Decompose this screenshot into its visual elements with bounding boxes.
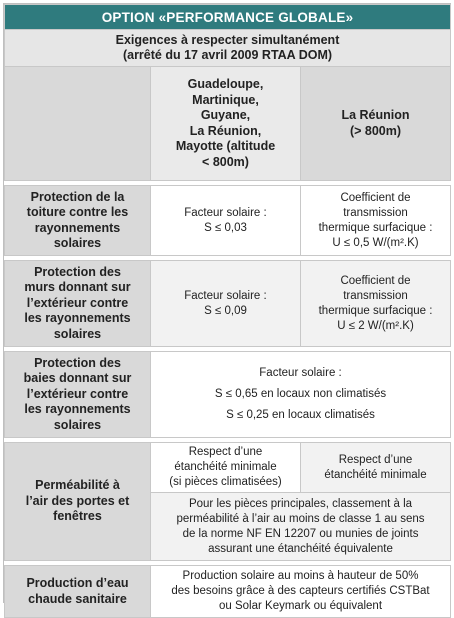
row-label-line: Protection de la bbox=[30, 189, 125, 204]
row-label-line: fenêtres bbox=[53, 509, 102, 524]
cell-line: étanchéité minimale bbox=[324, 468, 427, 481]
cell-line: assurant une étanchéité équivalente bbox=[208, 542, 393, 555]
cell-line: S ≤ 0,25 en locaux climatisés bbox=[226, 409, 375, 421]
cell-line: S ≤ 0,09 bbox=[204, 304, 247, 317]
cell-permeabilite-merged bbox=[151, 493, 451, 561]
row-label-baies bbox=[5, 352, 151, 438]
subtitle-line: (arrêté du 17 avril 2009 RTAA DOM) bbox=[122, 48, 333, 62]
requirements-table bbox=[4, 4, 451, 618]
cell-murs-col1 bbox=[151, 261, 301, 347]
table-title: OPTION «PERFORMANCE GLOBALE» bbox=[5, 5, 451, 30]
row-label-line: l’air des portes et bbox=[25, 493, 130, 508]
column-header-line: Guadeloupe, bbox=[187, 77, 264, 91]
cell-line: perméabilité à l’air au moins de classe 1 au sens bbox=[176, 512, 425, 525]
column-header-line: Mayotte (altitude bbox=[175, 139, 276, 153]
cell-line: transmission bbox=[343, 206, 408, 219]
cell-line: Production solaire au moins à hauteur de 50% bbox=[182, 570, 419, 582]
cell-eau-chaude-merged bbox=[151, 566, 451, 618]
row-label-murs bbox=[5, 261, 151, 347]
cell-line: (si pièces climatisées) bbox=[169, 476, 282, 488]
cell-line: Coefficient de bbox=[340, 274, 411, 287]
row-label-line: Perméabilité à bbox=[35, 478, 120, 493]
cell-line: ou Solar Keymark ou équivalent bbox=[219, 600, 383, 612]
cell-baies-merged bbox=[151, 352, 451, 438]
empty-header-cell bbox=[5, 67, 151, 181]
column-header-reunion-high bbox=[301, 67, 451, 181]
cell-line: Respect d’une bbox=[188, 446, 263, 458]
cell-toiture-col1 bbox=[151, 186, 301, 256]
cell-line: U ≤ 2 W/(m².K) bbox=[337, 319, 414, 332]
cell-line: étanchéité minimale bbox=[174, 461, 277, 473]
row-label-line: rayonnements bbox=[34, 220, 121, 235]
row-label-permeabilite bbox=[5, 443, 151, 561]
cell-line: de la norme NF EN 12207 ou munies de joints bbox=[182, 527, 419, 540]
row-label-line: Protection des bbox=[34, 264, 121, 279]
cell-line: Facteur solaire : bbox=[184, 289, 267, 302]
row-label-line: les rayonnements bbox=[24, 402, 131, 417]
row-label-line: l’extérieur contre bbox=[26, 295, 129, 310]
row-label-line: solaires bbox=[53, 236, 102, 250]
cell-murs-col2 bbox=[301, 261, 451, 347]
cell-line: Facteur solaire : bbox=[259, 367, 342, 379]
cell-line: U ≤ 0,5 W/(m².K) bbox=[332, 236, 419, 249]
cell-line: S ≤ 0,65 en locaux non climatisés bbox=[214, 388, 387, 400]
row-label-line: Protection des bbox=[34, 355, 121, 370]
subtitle-line: Exigences à respecter simultanément bbox=[115, 33, 340, 47]
cell-line: Coefficient de bbox=[340, 191, 411, 204]
cell-line: thermique surfacique : bbox=[318, 221, 433, 234]
cell-permeabilite-col2 bbox=[301, 443, 451, 493]
column-header-line: La Réunion bbox=[341, 108, 410, 122]
row-label-eau-chaude bbox=[5, 566, 151, 618]
row-label-line: les rayonnements bbox=[24, 311, 131, 326]
performance-globale-table-page bbox=[3, 3, 451, 612]
cell-line: S ≤ 0,03 bbox=[204, 221, 247, 234]
row-label-line: toiture contre les bbox=[26, 205, 129, 219]
row-label-toiture bbox=[5, 186, 151, 256]
row-label-line: chaude sanitaire bbox=[28, 591, 127, 606]
row-label-line: solaires bbox=[53, 326, 102, 341]
column-header-line: < 800m) bbox=[202, 154, 249, 169]
column-header-line: (> 800m) bbox=[349, 123, 402, 138]
row-label-line: l’extérieur contre bbox=[26, 386, 129, 401]
table-subtitle bbox=[5, 30, 451, 67]
column-header-line: Guyane, bbox=[200, 108, 251, 122]
column-header-outremer-low bbox=[151, 67, 301, 181]
cell-line: thermique surfacique : bbox=[318, 304, 433, 317]
row-label-line: solaires bbox=[53, 417, 102, 432]
row-label-line: Production d’eau bbox=[26, 576, 129, 590]
row-label-line: baies donnant sur bbox=[23, 371, 132, 386]
cell-toiture-col2 bbox=[301, 186, 451, 256]
cell-line: Facteur solaire : bbox=[184, 206, 267, 219]
cell-line: Pour les pièces principales, classement à la bbox=[188, 497, 413, 510]
column-header-line: La Réunion, bbox=[189, 123, 262, 138]
cell-line: transmission bbox=[343, 289, 408, 302]
cell-line: des besoins grâce à des capteurs certifiés CSTBat bbox=[171, 585, 430, 597]
column-header-line: Martinique, bbox=[192, 92, 259, 107]
cell-permeabilite-col1 bbox=[151, 443, 301, 493]
row-label-line: murs donnant sur bbox=[24, 280, 131, 295]
cell-line: Respect d’une bbox=[338, 453, 413, 466]
